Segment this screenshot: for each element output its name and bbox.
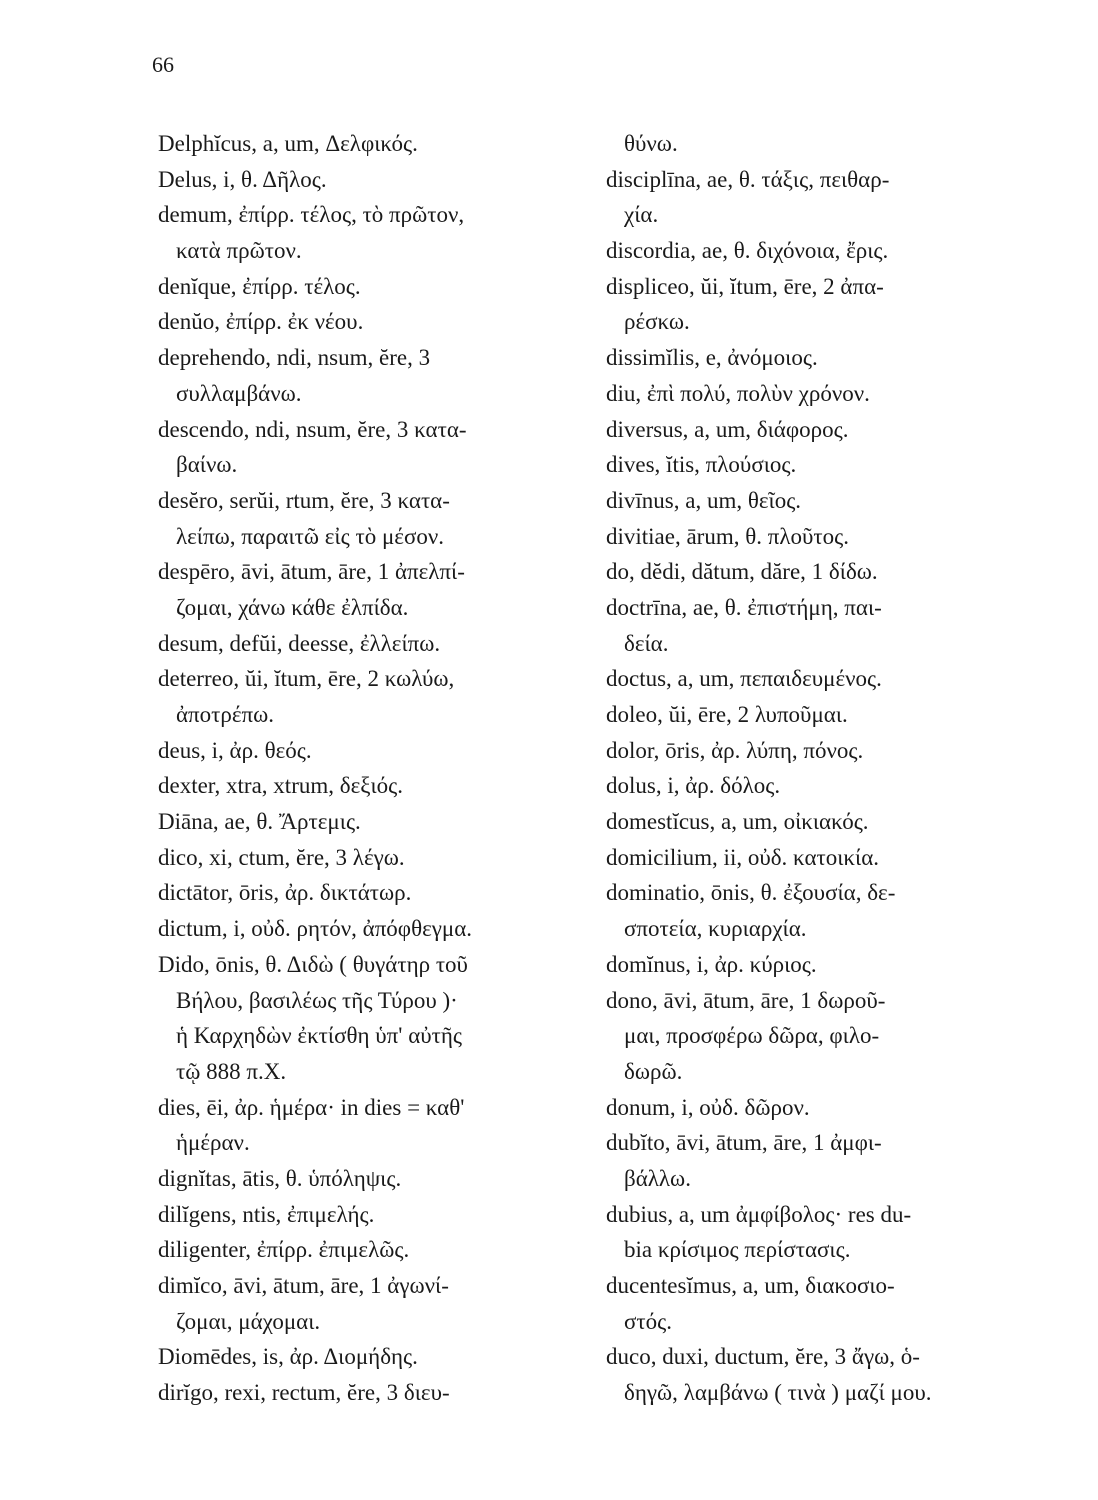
dictionary-entry-continuation: ἡ Καρχηδὼν ἐκτίσθη ὑπ' αὐτῆς xyxy=(176,1023,463,1049)
dictionary-entry: dominatio, ōnis, θ. ἐξουσία, δε- xyxy=(606,880,896,906)
dictionary-entry: doleo, ŭi, ēre, 2 λυποῦμαι. xyxy=(606,702,848,727)
dictionary-entry: Dido, ōnis, θ. Διδὼ ( θυγάτηρ τοῦ xyxy=(158,951,468,977)
dictionary-entry-continuation: στός. xyxy=(624,1308,672,1334)
dictionary-entry-continuation: ζομαι, μάχομαι. xyxy=(176,1308,321,1334)
dictionary-entry: Delus, i, θ. Δῆλος. xyxy=(158,166,327,192)
dictionary-entry: ducentesĭmus, a, um, διακοσιο- xyxy=(606,1273,895,1298)
dictionary-entry: desĕro, serŭi, rtum, ĕre, 3 κατα- xyxy=(158,487,450,513)
dictionary-entry-continuation: συλλαμβάνω. xyxy=(176,380,302,406)
dictionary-entry: deus, i, ἀρ. θεός. xyxy=(158,737,312,763)
dictionary-entry: Delphĭcus, a, um, Δελφικός. xyxy=(158,131,418,156)
dictionary-entry: dictum, i, οὐδ. ρητόν, ἀπόφθεγμα. xyxy=(158,916,473,942)
dictionary-entry: dexter, xtra, xtrum, δεξιός. xyxy=(158,773,404,799)
dictionary-entry-continuation: ἡμέραν. xyxy=(176,1130,250,1156)
dictionary-entry-continuation: τῷ 888 π.Χ. xyxy=(176,1058,287,1084)
dictionary-entry: Diāna, ae, θ. Ἄρτεμις. xyxy=(158,809,361,835)
dictionary-entry: displiceo, ŭi, ĭtum, ēre, 2 ἀπα- xyxy=(606,273,884,299)
dictionary-entry: diligenter, ἐπίρρ. ἐπιμελῶς. xyxy=(158,1237,410,1263)
dictionary-entry: divitiae, ārum, θ. πλοῦτος. xyxy=(606,523,850,549)
dictionary-entry: doctrīna, ae, θ. ἐπιστήμη, παι- xyxy=(606,594,882,620)
dictionary-entry-continuation: ζομαι, χάνω κάθε ἐλπίδα. xyxy=(176,594,409,620)
dictionary-entry-continuation: ρέσκω. xyxy=(624,309,690,335)
dictionary-entry: discordia, ae, θ. διχόνοια, ἔρις. xyxy=(606,238,889,264)
dictionary-entry: dignĭtas, ātis, θ. ὑπόληψις. xyxy=(158,1165,402,1191)
dictionary-entry: denĭque, ἐπίρρ. τέλος. xyxy=(158,273,361,299)
dictionary-entry-continuation: σποτεία, κυριαρχία. xyxy=(624,916,807,942)
dictionary-entry: domicilium, ii, οὐδ. κατοικία. xyxy=(606,844,880,870)
dictionary-entry: do, dĕdi, dătum, dăre, 1 δίδω. xyxy=(606,559,878,585)
dictionary-entry-continuation: bia κρίσιμος περίστασις. xyxy=(624,1237,851,1263)
dictionary-entry-continuation: βάλλω. xyxy=(624,1165,691,1191)
left-column xyxy=(158,126,598,1411)
dictionary-entry: dies, ēi, ἀρ. ἡμέρα· in dies = καθ' xyxy=(158,1094,465,1120)
dictionary-entry: diversus, a, um, διάφορος. xyxy=(606,416,849,442)
dictionary-entry-continuation: δωρῶ. xyxy=(624,1058,683,1084)
dictionary-entry: dives, ĭtis, πλούσιος. xyxy=(606,452,797,478)
dictionary-entry: doctus, a, um, πεπαιδευμένος. xyxy=(606,666,882,692)
dictionary-entry: dubius, a, um ἀμφίβολος· res du- xyxy=(606,1201,912,1227)
dictionary-entry-continuation: χία. xyxy=(624,202,659,228)
dictionary-entry: demum, ἐπίρρ. τέλος, τὸ πρῶτον, xyxy=(158,202,465,228)
dictionary-entry-continuation: Βήλου, βασιλέως τῆς Τύρου )· xyxy=(176,987,458,1013)
dictionary-entry: disciplīna, ae, θ. τάξις, πειθαρ- xyxy=(606,166,890,192)
dictionary-entry-continuation: δηγῶ, λαμβάνω ( τινὰ ) μαζί μου. xyxy=(624,1380,932,1406)
dictionary-entry: dimĭco, āvi, ātum, āre, 1 ἀγωνί- xyxy=(158,1273,449,1298)
dictionary-entry: descendo, ndi, nsum, ĕre, 3 κατα- xyxy=(158,416,467,442)
dictionary-entry: dubĭto, āvi, ātum, āre, 1 ἀμφι- xyxy=(606,1130,882,1156)
dictionary-entry: domestĭcus, a, um, οἰκιακός. xyxy=(606,809,869,835)
dictionary-entry: Diomēdes, is, ἀρ. Διομήδης. xyxy=(158,1344,418,1370)
dictionary-entry: dirĭgo, rexi, rectum, ĕre, 3 διευ- xyxy=(158,1380,450,1406)
dictionary-entry-continuation: λείπω, παραιτῶ εἰς τὸ μέσον. xyxy=(176,523,444,549)
dictionary-entry: despēro, āvi, ātum, āre, 1 ἀπελπί- xyxy=(158,559,465,585)
dictionary-entry: domĭnus, i, ἀρ. κύριος. xyxy=(606,951,817,977)
dictionary-entry-continuation: δεία. xyxy=(624,630,669,656)
dictionary-entry-continuation: θύνω. xyxy=(624,131,678,156)
dictionary-entry: duco, duxi, ductum, ĕre, 3 ἄγω, ὁ- xyxy=(606,1344,920,1370)
dictionary-entry: dono, āvi, ātum, āre, 1 δωροῦ- xyxy=(606,987,886,1013)
dictionary-entry-continuation: ἀποτρέπω. xyxy=(176,702,275,727)
dictionary-entry: divīnus, a, um, θεῖος. xyxy=(606,487,802,513)
dictionary-entry: deterreo, ŭi, ĭtum, ēre, 2 κωλύω, xyxy=(158,666,455,692)
dictionary-entry: dolor, ōris, ἀρ. λύπη, πόνος. xyxy=(606,737,864,763)
right-column xyxy=(606,126,1066,1411)
dictionary-entry: diu, ἐπὶ πολύ, πολὺν χρόνον. xyxy=(606,380,870,406)
dictionary-entry: desum, defŭi, deesse, ἐλλείπω. xyxy=(158,630,441,656)
dictionary-entry: denŭo, ἐπίρρ. ἐκ νέου. xyxy=(158,309,364,335)
dictionary-entry: deprehendo, ndi, nsum, ĕre, 3 xyxy=(158,345,431,371)
page-number: 66 xyxy=(152,52,174,77)
dictionary-entry: dictātor, ōris, ἀρ. δικτάτωρ. xyxy=(158,880,412,906)
dictionary-entry: donum, i, οὐδ. δῶρον. xyxy=(606,1094,810,1120)
dictionary-entry: dissimĭlis, e, ἀνόμοιος. xyxy=(606,345,818,371)
dictionary-entry-continuation: βαίνω. xyxy=(176,452,238,478)
dictionary-entry: dilĭgens, ntis, ἐπιμελής. xyxy=(158,1201,375,1227)
dictionary-entry: dico, xi, ctum, ĕre, 3 λέγω. xyxy=(158,844,405,870)
dictionary-entry-continuation: κατὰ πρῶτον. xyxy=(176,238,302,264)
dictionary-entry-continuation: μαι, προσφέρω δῶρα, φιλο- xyxy=(624,1023,880,1049)
dictionary-entry: dolus, i, ἀρ. δόλος. xyxy=(606,773,781,799)
